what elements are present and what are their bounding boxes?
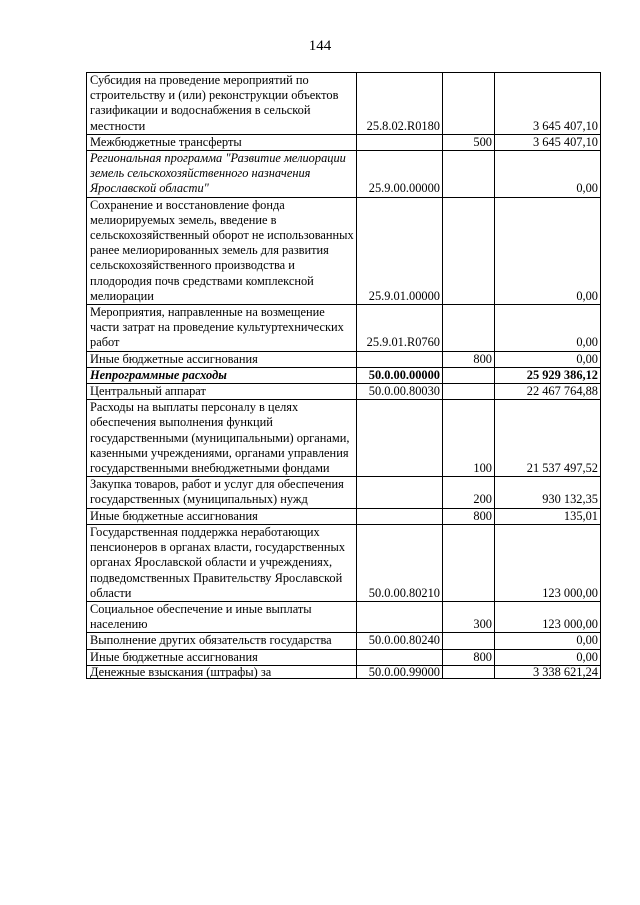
- row-name-cell: Расходы на выплаты персоналу в целях обеспечения выполнения функций государственными (муниципальными) органами, казенными учреждениями, органами управления государственными внебюджетными фондами: [87, 400, 357, 477]
- row-expense-type-cell: [443, 367, 495, 383]
- row-code-cell: 50.0.00.80210: [357, 524, 443, 601]
- row-name-cell: Региональная программа "Развитие мелиорации земель сельскохозяйственного назначения Ярославской области": [87, 151, 357, 198]
- row-amount-cell: 3 645 407,10: [495, 73, 601, 135]
- row-code-cell: [357, 477, 443, 508]
- row-name-cell: Выполнение других обязательств государства: [87, 633, 357, 649]
- budget-table-body: [87, 73, 601, 679]
- row-expense-type-cell: [443, 197, 495, 304]
- table-row: [87, 351, 601, 367]
- table-row: [87, 305, 601, 352]
- row-expense-type-cell: 800: [443, 351, 495, 367]
- row-code-cell: [357, 601, 443, 632]
- row-expense-type-cell: [443, 151, 495, 198]
- row-expense-type-cell: [443, 73, 495, 135]
- table-row: [87, 151, 601, 198]
- row-expense-type-cell: 800: [443, 508, 495, 524]
- row-code-cell: 25.9.01.R0760: [357, 305, 443, 352]
- row-code-cell: 50.0.00.00000: [357, 367, 443, 383]
- row-name-cell: Иные бюджетные ассигнования: [87, 649, 357, 665]
- row-code-cell: 50.0.00.99000: [357, 665, 443, 678]
- row-amount-cell: 0,00: [495, 151, 601, 198]
- row-code-cell: 50.0.00.80030: [357, 384, 443, 400]
- row-expense-type-cell: 100: [443, 400, 495, 477]
- row-name-cell: Непрограммные расходы: [87, 367, 357, 383]
- row-amount-cell: 22 467 764,88: [495, 384, 601, 400]
- row-name-cell: Межбюджетные трансферты: [87, 134, 357, 150]
- row-expense-type-cell: [443, 524, 495, 601]
- table-row: [87, 508, 601, 524]
- row-amount-cell: 123 000,00: [495, 601, 601, 632]
- row-name-cell: Социальное обеспечение и иные выплаты населению: [87, 601, 357, 632]
- row-amount-cell: 21 537 497,52: [495, 400, 601, 477]
- table-row: [87, 477, 601, 508]
- row-code-cell: [357, 508, 443, 524]
- row-expense-type-cell: 500: [443, 134, 495, 150]
- row-name-cell: Сохранение и восстановление фонда мелиорируемых земель, введение в сельскохозяйственный оборот не использованных ранее мелиорированных земель для развития сельскохозяйственного производства и плодородия почв средствами комплексной мелиорации: [87, 197, 357, 304]
- row-amount-cell: 123 000,00: [495, 524, 601, 601]
- row-name-cell: Субсидия на проведение мероприятий по строительству и (или) реконструкции объектов газификации и водоснабжения в сельской местности: [87, 73, 357, 135]
- row-amount-cell: 3 338 621,24: [495, 665, 601, 678]
- row-amount-cell: 0,00: [495, 197, 601, 304]
- row-expense-type-cell: [443, 305, 495, 352]
- row-amount-cell: 0,00: [495, 649, 601, 665]
- row-amount-cell: 3 645 407,10: [495, 134, 601, 150]
- row-expense-type-cell: 800: [443, 649, 495, 665]
- table-row: [87, 524, 601, 601]
- row-amount-cell: 0,00: [495, 305, 601, 352]
- table-row: [87, 400, 601, 477]
- table-row: [87, 384, 601, 400]
- table-row: [87, 601, 601, 632]
- row-name-cell: Государственная поддержка неработающих пенсионеров в органах власти, государственных органах Ярославской области и учреждениях, подведомственных Правительству Ярославской области: [87, 524, 357, 601]
- table-row: [87, 73, 601, 135]
- row-code-cell: 25.8.02.R0180: [357, 73, 443, 135]
- row-amount-cell: 930 132,35: [495, 477, 601, 508]
- row-expense-type-cell: 200: [443, 477, 495, 508]
- budget-table: [86, 72, 601, 679]
- row-amount-cell: 25 929 386,12: [495, 367, 601, 383]
- row-name-cell: Иные бюджетные ассигнования: [87, 351, 357, 367]
- row-expense-type-cell: 300: [443, 601, 495, 632]
- row-name-cell: Мероприятия, направленные на возмещение части затрат на проведение культуртехнических работ: [87, 305, 357, 352]
- row-code-cell: [357, 134, 443, 150]
- row-expense-type-cell: [443, 665, 495, 678]
- row-amount-cell: 135,01: [495, 508, 601, 524]
- table-row: [87, 367, 601, 383]
- row-name-cell: Центральный аппарат: [87, 384, 357, 400]
- row-name-cell: Закупка товаров, работ и услуг для обеспечения государственных (муниципальных) нужд: [87, 477, 357, 508]
- row-code-cell: [357, 351, 443, 367]
- table-row: [87, 197, 601, 304]
- row-code-cell: 25.9.01.00000: [357, 197, 443, 304]
- row-amount-cell: 0,00: [495, 633, 601, 649]
- table-row: [87, 649, 601, 665]
- table-row: [87, 633, 601, 649]
- row-code-cell: 25.9.00.00000: [357, 151, 443, 198]
- table-row: [87, 134, 601, 150]
- row-name-cell: Денежные взыскания (штрафы) за: [87, 665, 357, 678]
- table-row: [87, 665, 601, 678]
- page-number: 144: [308, 38, 332, 54]
- row-code-cell: [357, 649, 443, 665]
- row-name-cell: Иные бюджетные ассигнования: [87, 508, 357, 524]
- row-code-cell: [357, 400, 443, 477]
- row-expense-type-cell: [443, 633, 495, 649]
- row-amount-cell: 0,00: [495, 351, 601, 367]
- row-code-cell: 50.0.00.80240: [357, 633, 443, 649]
- row-expense-type-cell: [443, 384, 495, 400]
